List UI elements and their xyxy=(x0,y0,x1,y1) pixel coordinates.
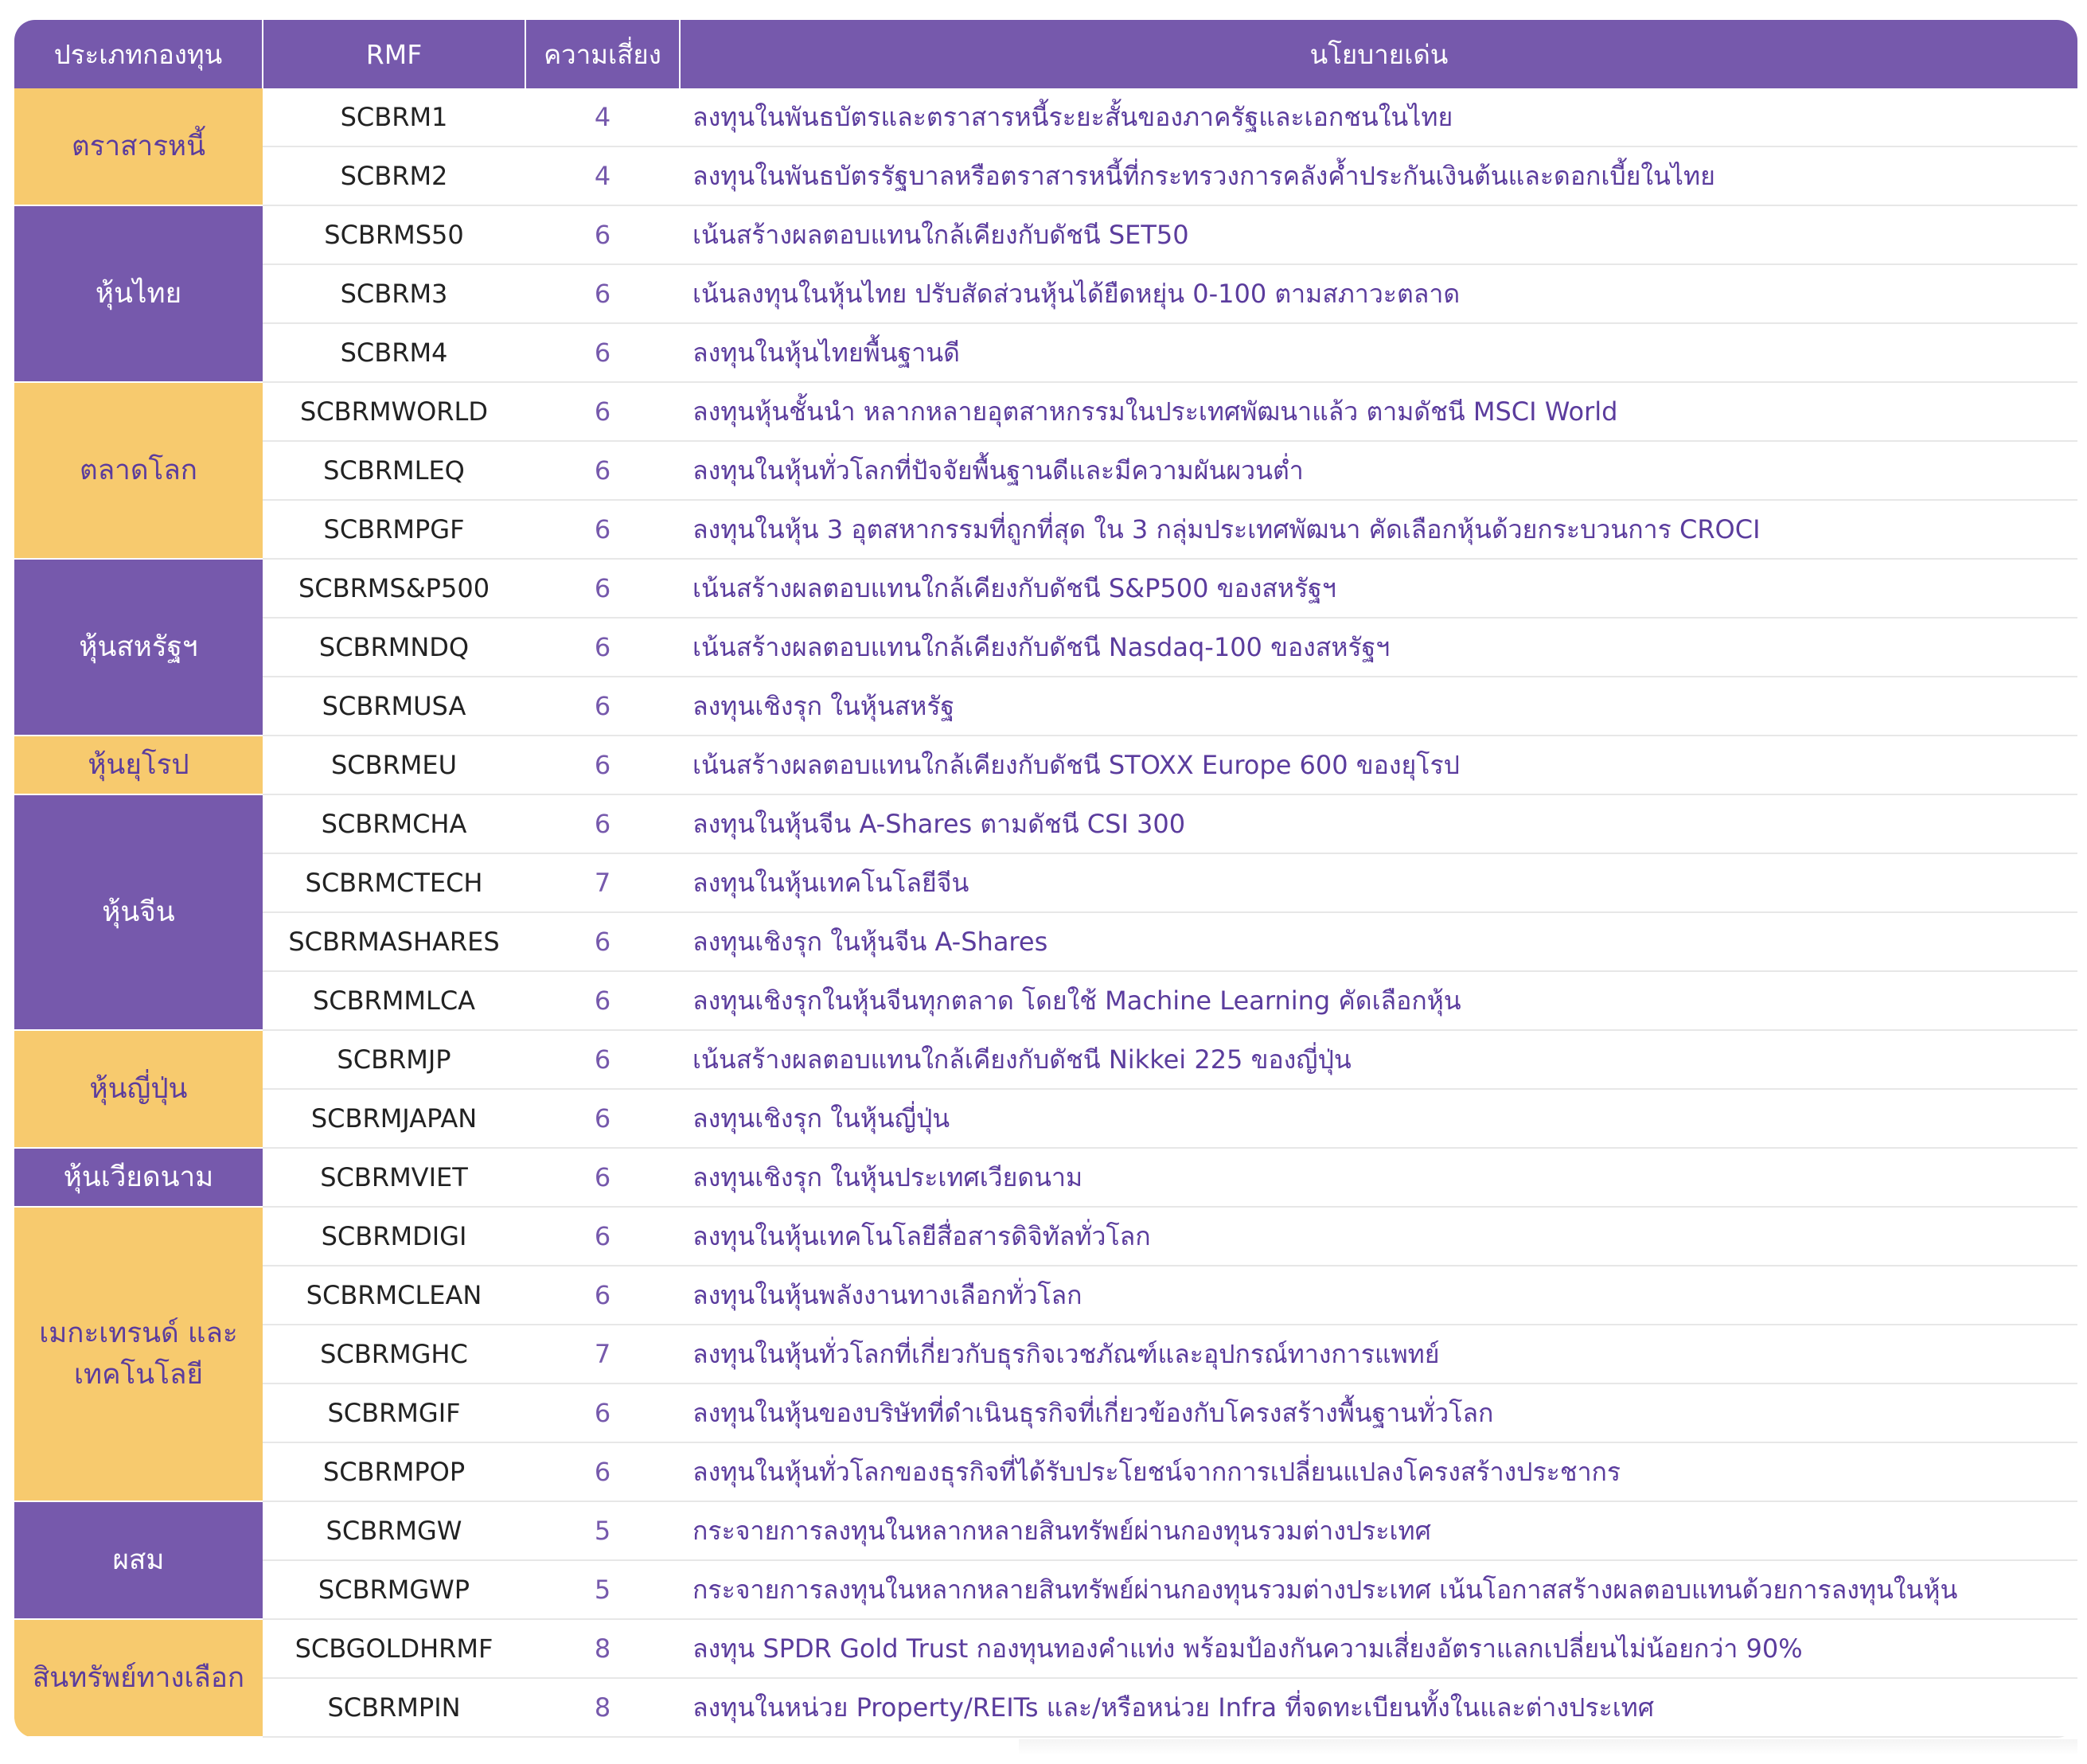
category-cell: ผสม xyxy=(14,1501,263,1619)
risk-level-cell: 6 xyxy=(525,677,680,736)
policy-cell: ลงทุนเชิงรุก ในหุ้นจีน A-Shares xyxy=(680,912,2077,971)
header-risk: ความเสี่ยง xyxy=(525,20,680,88)
policy-cell: เน้นลงทุนในหุ้นไทย ปรับสัดส่วนหุ้นได้ยืดหยุ่น 0-100 ตามสภาวะตลาด xyxy=(680,264,2077,323)
risk-level-cell: 7 xyxy=(525,1325,680,1383)
fund-code-cell: SCBRMGW xyxy=(263,1501,525,1560)
table-row xyxy=(14,971,2077,1030)
table-row xyxy=(14,500,2077,559)
fund-code-cell: SCBRM2 xyxy=(263,146,525,205)
risk-level-cell: 6 xyxy=(525,736,680,794)
table-row xyxy=(14,88,2077,146)
table-row xyxy=(14,1030,2077,1089)
fund-code-cell: SCBRMPOP xyxy=(263,1442,525,1501)
policy-cell: ลงทุนในพันธบัตรและตราสารหนี้ระยะสั้นของภาครัฐและเอกชนในไทย xyxy=(680,88,2077,146)
risk-level-cell: 6 xyxy=(525,382,680,441)
risk-level-cell: 6 xyxy=(525,1148,680,1207)
header-category: ประเภทกองทุน xyxy=(14,20,263,88)
table-row xyxy=(14,382,2077,441)
risk-level-cell: 6 xyxy=(525,1089,680,1148)
category-cell: หุ้นไทย xyxy=(14,205,263,382)
policy-cell: เน้นสร้างผลตอบแทนใกล้เคียงกับดัชนี SET50 xyxy=(680,205,2077,264)
table-row xyxy=(14,1442,2077,1501)
policy-cell: ลงทุนในหุ้นพลังงานทางเลือกทั่วโลก xyxy=(680,1266,2077,1325)
category-cell: หุ้นเวียดนาม xyxy=(14,1148,263,1207)
risk-level-cell: 4 xyxy=(525,146,680,205)
table-row xyxy=(14,1678,2077,1737)
table-row xyxy=(14,618,2077,677)
table-row xyxy=(14,794,2077,853)
fund-code-cell: SCBRMNDQ xyxy=(263,618,525,677)
policy-cell: ลงทุนในหุ้น 3 อุตสหากรรมที่ถูกที่สุด ใน 3 กลุ่มประเทศพัฒนา คัดเลือกหุ้นด้วยกระบวนการ CROCI xyxy=(680,500,2077,559)
fund-table-card xyxy=(14,20,2077,1738)
category-cell: หุ้นสหรัฐฯ xyxy=(14,559,263,736)
policy-cell: เน้นสร้างผลตอบแทนใกล้เคียงกับดัชนี Nasdaq-100 ของสหรัฐฯ xyxy=(680,618,2077,677)
risk-level-cell: 6 xyxy=(525,264,680,323)
risk-level-cell: 6 xyxy=(525,1266,680,1325)
table-row xyxy=(14,205,2077,264)
policy-cell: ลงทุนในหุ้นของบริษัทที่ดำเนินธุรกิจที่เกี่ยวข้องกับโครงสร้างพื้นฐานทั่วโลก xyxy=(680,1383,2077,1442)
category-cell: หุ้นยุโรป xyxy=(14,736,263,794)
table-row xyxy=(14,323,2077,382)
risk-level-cell: 8 xyxy=(525,1678,680,1737)
policy-cell: ลงทุนในหุ้นทั่วโลกที่ปัจจัยพื้นฐานดีและมีความผันผวนต่ำ xyxy=(680,441,2077,500)
risk-level-cell: 5 xyxy=(525,1560,680,1619)
risk-level-cell: 6 xyxy=(525,205,680,264)
table-row xyxy=(14,1089,2077,1148)
fund-code-cell: SCBRMS&P500 xyxy=(263,559,525,618)
table-row xyxy=(14,1148,2077,1207)
table-row xyxy=(14,853,2077,912)
fund-code-cell: SCBRM3 xyxy=(263,264,525,323)
table-row xyxy=(14,1325,2077,1383)
policy-cell: ลงทุนเชิงรุก ในหุ้นสหรัฐ xyxy=(680,677,2077,736)
policy-cell: เน้นสร้างผลตอบแทนใกล้เคียงกับดัชนี Nikkei 225 ของญี่ปุ่น xyxy=(680,1030,2077,1089)
risk-level-cell: 6 xyxy=(525,441,680,500)
category-cell: หุ้นญี่ปุ่น xyxy=(14,1030,263,1148)
header-row xyxy=(14,20,2077,88)
fund-code-cell: SCBRMUSA xyxy=(263,677,525,736)
policy-cell: เน้นสร้างผลตอบแทนใกล้เคียงกับดัชนี S&P500 ของสหรัฐฯ xyxy=(680,559,2077,618)
fund-code-cell: SCBRMCLEAN xyxy=(263,1266,525,1325)
fund-code-cell: SCBRMJAPAN xyxy=(263,1089,525,1148)
table-row xyxy=(14,1207,2077,1266)
risk-level-cell: 6 xyxy=(525,500,680,559)
table-row xyxy=(14,1383,2077,1442)
fund-code-cell: SCBRM4 xyxy=(263,323,525,382)
fund-code-cell: SCBRMGHC xyxy=(263,1325,525,1383)
policy-cell: ลงทุนในหุ้นไทยพื้นฐานดี xyxy=(680,323,2077,382)
risk-level-cell: 6 xyxy=(525,794,680,853)
fund-code-cell: SCBRMGWP xyxy=(263,1560,525,1619)
fund-code-cell: SCBRMDIGI xyxy=(263,1207,525,1266)
policy-cell: เน้นสร้างผลตอบแทนใกล้เคียงกับดัชนี STOXX Europe 600 ของยุโรป xyxy=(680,736,2077,794)
table-row xyxy=(14,736,2077,794)
category-cell: หุ้นจีน xyxy=(14,794,263,1030)
fund-code-cell: SCBRMGIF xyxy=(263,1383,525,1442)
policy-cell: ลงทุนหุ้นชั้นนำ หลากหลายอุตสาหกรรมในประเทศพัฒนาแล้ว ตามดัชนี MSCI World xyxy=(680,382,2077,441)
table-row xyxy=(14,264,2077,323)
risk-level-cell: 8 xyxy=(525,1619,680,1678)
header-fund: RMF xyxy=(263,20,525,88)
fund-code-cell: SCBRMMLCA xyxy=(263,971,525,1030)
risk-level-cell: 6 xyxy=(525,323,680,382)
category-cell: ตลาดโลก xyxy=(14,382,263,559)
table-row xyxy=(14,146,2077,205)
policy-cell: ลงทุนเชิงรุก ในหุ้นญี่ปุ่น xyxy=(680,1089,2077,1148)
table-row xyxy=(14,1619,2077,1678)
risk-level-cell: 6 xyxy=(525,1383,680,1442)
policy-cell: ลงทุนเชิงรุกในหุ้นจีนทุกตลาด โดยใช้ Machine Learning คัดเลือกหุ้น xyxy=(680,971,2077,1030)
policy-cell: ลงทุน SPDR Gold Trust กองทุนทองคำแท่ง พร้อมป้องกันความเสี่ยงอัตราแลกเปลี่ยนไม่น้อยกว่า 90% xyxy=(680,1619,2077,1678)
category-cell: ตราสารหนี้ xyxy=(14,88,263,205)
bottom-shadow xyxy=(1019,1739,2077,1755)
header-policy: นโยบายเด่น xyxy=(680,20,2077,88)
risk-level-cell: 6 xyxy=(525,559,680,618)
fund-code-cell: SCBRMCHA xyxy=(263,794,525,853)
policy-cell: ลงทุนในหุ้นเทคโนโลยีจีน xyxy=(680,853,2077,912)
policy-cell: ลงทุนในหุ้นทั่วโลกของธุรกิจที่ได้รับประโยชน์จากการเปลี่ยนแปลงโครงสร้างประชากร xyxy=(680,1442,2077,1501)
table-row xyxy=(14,1501,2077,1560)
category-cell: เมกะเทรนด์ และเทคโนโลยี xyxy=(14,1207,263,1501)
policy-cell: ลงทุนในหุ้นทั่วโลกที่เกี่ยวกับธุรกิจเวชภัณฑ์และอุปกรณ์ทางการแพทย์ xyxy=(680,1325,2077,1383)
fund-table xyxy=(14,20,2077,1738)
risk-level-cell: 6 xyxy=(525,1207,680,1266)
category-cell: สินทรัพย์ทางเลือก xyxy=(14,1619,263,1737)
table-row xyxy=(14,1560,2077,1619)
policy-cell: ลงทุนในหุ้นเทคโนโลยีสื่อสารดิจิทัลทั่วโลก xyxy=(680,1207,2077,1266)
fund-code-cell: SCBRMLEQ xyxy=(263,441,525,500)
risk-level-cell: 4 xyxy=(525,88,680,146)
policy-cell: ลงทุนในหุ้นจีน A-Shares ตามดัชนี CSI 300 xyxy=(680,794,2077,853)
table-row xyxy=(14,559,2077,618)
table-header xyxy=(14,20,2077,88)
policy-cell: กระจายการลงทุนในหลากหลายสินทรัพย์ผ่านกองทุนรวมต่างประเทศ เน้นโอกาสสร้างผลตอบแทนด้วยการลงทุนในหุ้น xyxy=(680,1560,2077,1619)
fund-code-cell: SCBRMASHARES xyxy=(263,912,525,971)
risk-level-cell: 5 xyxy=(525,1501,680,1560)
policy-cell: ลงทุนในหน่วย Property/REITs และ/หรือหน่วย Infra ที่จดทะเบียนทั้งในและต่างประเทศ xyxy=(680,1678,2077,1737)
fund-code-cell: SCBRMEU xyxy=(263,736,525,794)
fund-code-cell: SCBRM1 xyxy=(263,88,525,146)
policy-cell: ลงทุนเชิงรุก ในหุ้นประเทศเวียดนาม xyxy=(680,1148,2077,1207)
table-row xyxy=(14,1266,2077,1325)
table-row xyxy=(14,912,2077,971)
fund-code-cell: SCBRMJP xyxy=(263,1030,525,1089)
policy-cell: กระจายการลงทุนในหลากหลายสินทรัพย์ผ่านกองทุนรวมต่างประเทศ xyxy=(680,1501,2077,1560)
risk-level-cell: 7 xyxy=(525,853,680,912)
fund-code-cell: SCBGOLDHRMF xyxy=(263,1619,525,1678)
fund-code-cell: SCBRMCTECH xyxy=(263,853,525,912)
fund-code-cell: SCBRMPGF xyxy=(263,500,525,559)
fund-code-cell: SCBRMWORLD xyxy=(263,382,525,441)
table-row xyxy=(14,441,2077,500)
fund-code-cell: SCBRMVIET xyxy=(263,1148,525,1207)
risk-level-cell: 6 xyxy=(525,1442,680,1501)
risk-level-cell: 6 xyxy=(525,971,680,1030)
risk-level-cell: 6 xyxy=(525,1030,680,1089)
fund-code-cell: SCBRMS50 xyxy=(263,205,525,264)
fund-code-cell: SCBRMPIN xyxy=(263,1678,525,1737)
policy-cell: ลงทุนในพันธบัตรรัฐบาลหรือตราสารหนี้ที่กระทรวงการคลังค้ำประกันเงินต้นและดอกเบี้ยในไทย xyxy=(680,146,2077,205)
risk-level-cell: 6 xyxy=(525,618,680,677)
table-row xyxy=(14,677,2077,736)
risk-level-cell: 6 xyxy=(525,912,680,971)
table-body xyxy=(14,88,2077,1737)
